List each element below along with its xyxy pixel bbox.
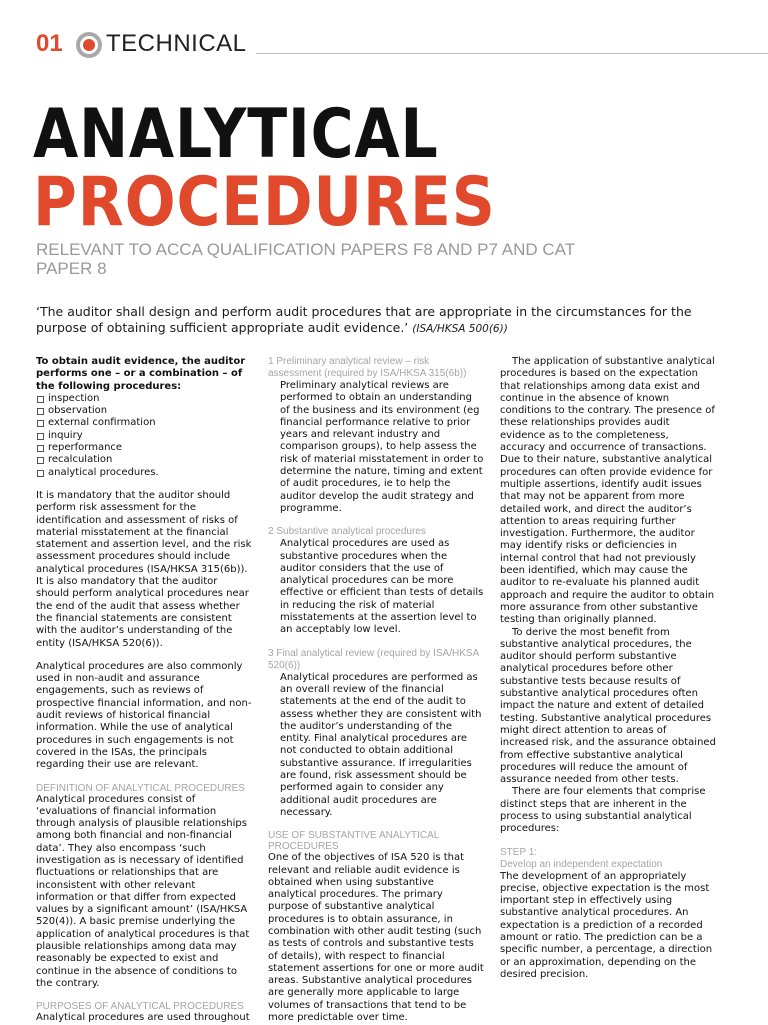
list-item: analytical procedures. xyxy=(36,467,252,479)
column-3 xyxy=(500,356,716,981)
paragraph: To derive the most benefit from substantive analytical procedures, the auditor should perform substantive analytical procedures before other substantive tests because results of substantive analytical procedures often impact the nature and extent of detailed testing. Substantive analytical procedures might direct attention to areas of increased risk, and the assurance obtained from effective substantive analytical procedures will reduce the amount of assurance needed from other tests. xyxy=(500,626,716,786)
target-icon xyxy=(76,32,102,58)
title-line-1: ANALYTICAL xyxy=(33,95,439,174)
list-item: recalculation xyxy=(36,454,252,466)
numbered-heading-2: 2 Substantive analytical procedures xyxy=(268,526,426,538)
step-title: Develop an independent expectation xyxy=(500,858,663,870)
column-2 xyxy=(268,356,484,1024)
paragraph: The application of substantive analytical procedures is based on the expectation that relationships among data exist and continue in the absence of known conditions to the contrary. The presence of these relationships provides audit evidence as to the completeness, accuracy and occurrence of transactions. Due to their nature, substantive analytical procedures can often provide evidence for multiple assertions, identify audit issues that may not be apparent from more detailed work, and direct the auditor’s attention to areas requiring further investigation. Furthermore, the auditor may identify risks or deficiencies in internal control that had not previously been identified, which may cause the auditor to re-evaluate his planned audit approach and require the auditor to obtain more assurance from other substantive testing than originally planned. xyxy=(500,356,715,626)
paragraph: Analytical procedures are performed as an overall review of the financial statements at the end of the audit to assess whether they are consistent with the auditor’s understanding of the entity. Final analytical procedures are not conducted to obtain additional substantive assurance. If irregularities are found, risk assessment should be performed again to consider any additional audit procedures are necessary. xyxy=(280,671,482,818)
lead-paragraph: To obtain audit evidence, the auditor performs one – or a combination – of the following procedures: xyxy=(36,356,246,392)
numbered-heading-1: 1 Preliminary analytical review – risk assessment (required by ISA/HKSA 315(6b)) xyxy=(268,356,467,379)
paragraph: Analytical procedures are also commonly used in non-audit and assurance engagements, such as reviews of prospective financial information, and non-audit reviews of historical financial information. While the use of analytical procedures in such engagements is not covered in the ISAs, the principals regarding their use are relevant. xyxy=(36,660,252,771)
paragraph: The development of an appropriately precise, objective expectation is the most important step in effectively using substantive analytical procedures. An expectation is a prediction of a recorded amount or ratio. The prediction can be a specific number, a percentage, a direction or an approximation, depending on the desired precision. xyxy=(500,870,713,980)
paragraph: One of the objectives of ISA 520 is that relevant and reliable audit evidence is obtained when using substantive analytical procedures. The primary purpose of substantive analytical procedures is to obtain assurance, in combination with other audit testing (such as tests of controls and substantive tests of details), with respect to financial statement assertions for one or more audit areas. Substantive analytical procedures are generally more applicable to large volumes of transactions that tend to be more predictable over time. xyxy=(268,852,484,1024)
title-line-2: PROCEDURES xyxy=(33,163,496,242)
section-label: TECHNICAL xyxy=(106,30,247,57)
step-label: STEP 1: xyxy=(500,846,538,858)
paragraph: Analytical procedures consist of ‘evaluations of financial information through analysis of plausible relationships among both financial and non-financial data’. They also encompass ‘such investigation as is necessary of identified fluctuations or relationships that are inconsistent with other relevant information or that differ from expected values by a significant amount’ (ISA/HKSA 520(4)). A basic premise underlying the application of analytical procedures is that plausible relationships among data may reasonably be expected to exist and continue in the absence of conditions to the contrary. xyxy=(36,793,250,989)
list-item: observation xyxy=(36,405,252,417)
paragraph: There are four elements that comprise distinct steps that are inherent in the process to using substantial analytical procedures: xyxy=(500,786,706,835)
paragraph: It is mandatory that the auditor should perform risk assessment for the identification and assessment of risks of material misstatement at the financial statement and assertion level, and the risk assessment procedures should include analytical procedures (ISA/HKSA 315(6b)). It is also mandatory that the auditor should perform analytical procedures near the end of the audit that assess whether the financial statements are consistent with the auditor’s understanding of the entity (ISA/HKSA 520(6)). xyxy=(36,489,252,649)
intro-quote xyxy=(36,304,736,337)
list-item: reperformance xyxy=(36,442,252,454)
section-number: 01 xyxy=(36,30,63,57)
subheading-definition: DEFINITION OF ANALYTICAL PROCEDURES xyxy=(36,782,245,794)
list-item: inspection xyxy=(36,393,252,405)
paragraph: Analytical procedures are used throughout xyxy=(36,1012,250,1024)
list-item: external confirmation xyxy=(36,417,252,429)
paragraph: Preliminary analytical reviews are performed to obtain an understanding of the business and its environment (eg financial performance relative to prior years and relevant industry and comparison groups), to help assess the risk of material misstatement in order to determine the nature, timing and extent of audit procedures, ie to help the auditor develop the audit strategy and programme. xyxy=(280,380,484,514)
column-1 xyxy=(36,356,252,1025)
quote-text: ‘The auditor shall design and perform audit procedures that are appropriate in the circumstances for the purpose of obtaining sufficient appropriate audit evidence.’ xyxy=(36,304,692,335)
subtitle: RELEVANT TO ACCA QUALIFICATION PAPERS F8 AND P7 AND CAT PAPER 8 xyxy=(36,240,575,278)
paragraph: Analytical procedures are used as substantive procedures when the auditor considers that the use of analytical procedures can be more effective or efficient than tests of details in reducing the risk of material misstatements at the assertion level to an acceptably low level. xyxy=(280,538,484,636)
subheading-purposes: PURPOSES OF ANALYTICAL PROCEDURES xyxy=(36,1001,244,1013)
section-header xyxy=(36,30,768,62)
header-divider xyxy=(256,53,768,54)
quote-citation: (ISA/HKSA 500(6)) xyxy=(412,323,508,335)
procedure-list xyxy=(36,393,252,479)
list-item: inquiry xyxy=(36,430,252,442)
subheading-substantive-use: USE OF SUBSTANTIVE ANALYTICAL PROCEDURES xyxy=(268,830,439,853)
numbered-heading-3: 3 Final analytical review (required by ISA/HKSA 520(6)) xyxy=(268,647,479,671)
